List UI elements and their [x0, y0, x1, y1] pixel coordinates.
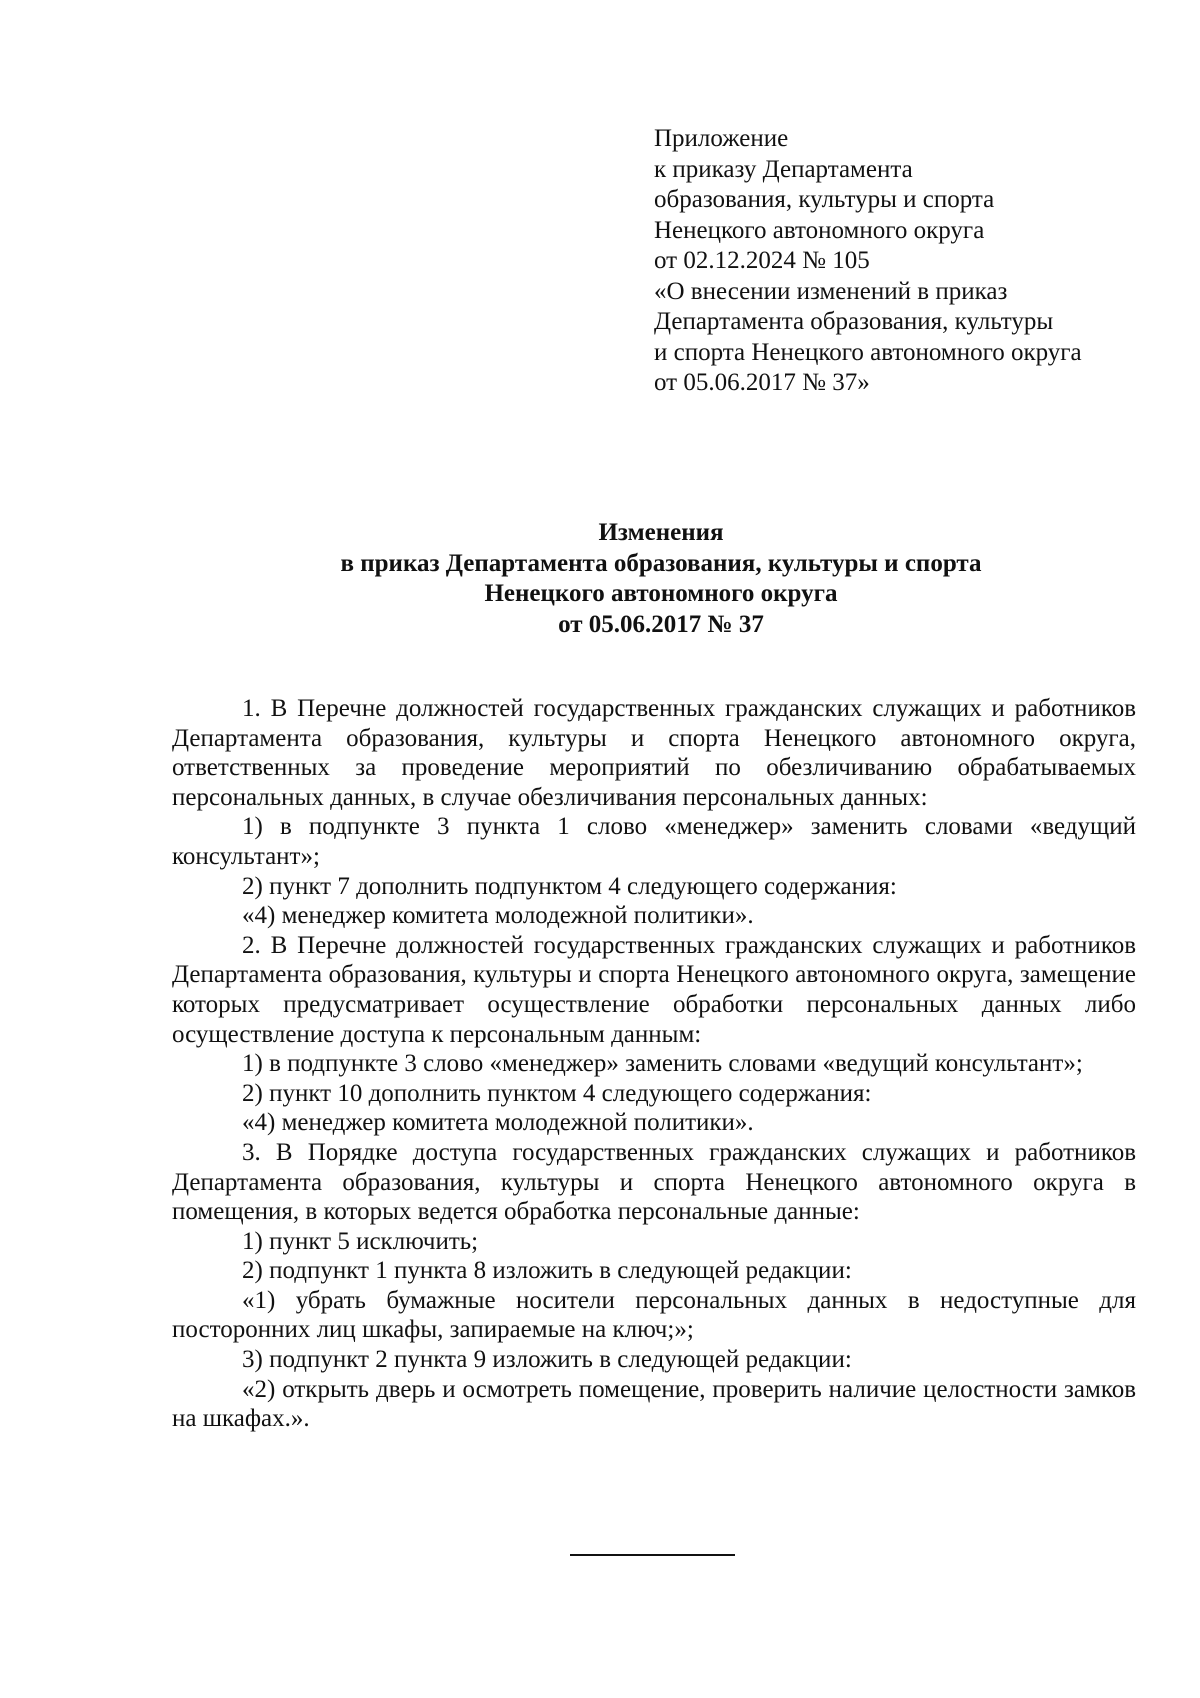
paragraph-item-3: 3. В Порядке доступа государственных гражданских служащих и работников Департамента образования, культуры и спорта Ненецкого автономного округа в помещения, в которых ведется обработка персональные данные:	[172, 1138, 1136, 1226]
appendix-line: Ненецкого автономного округа	[654, 216, 985, 244]
paragraph-subitem: 1) в подпункте 3 пункта 1 слово «менеджер» заменить словами «ведущий консультант»;	[172, 813, 1136, 870]
appendix-header	[654, 124, 1174, 399]
paragraph-subitem: 1) в подпункте 3 слово «менеджер» заменить словами «ведущий консультант»;	[242, 1050, 1083, 1078]
paragraph-subitem: «2) открыть дверь и осмотреть помещение, проверить наличие целостности замков на шкафах.».	[172, 1375, 1136, 1433]
title-line: Изменения	[598, 519, 724, 546]
paragraph-subitem: 2) подпункт 1 пункта 8 изложить в следующей редакции:	[242, 1257, 852, 1285]
title-line: в приказ Департамента образования, культуры и спорта	[340, 549, 982, 577]
paragraph-subitem: 1) пункт 5 исключить;	[242, 1227, 479, 1255]
paragraph-item-2: 2. В Перечне должностей государственных гражданских служащих и работников Департамента образования, культуры и спорта Ненецкого автономного округа, замещение которых предусматривает осуществление обработки персональных данных либо осуществление доступа к персональным данным:	[172, 931, 1136, 1048]
paragraph-subitem: «1) убрать бумажные носители персональных данных в недоступные для посторонних лиц шкафы, запираемые на ключ;»;	[172, 1286, 1136, 1344]
appendix-line: Департамента образования, культуры	[654, 308, 1054, 335]
paragraph-subitem: «4) менеджер комитета молодежной политики».	[242, 902, 754, 930]
paragraph-subitem: 2) пункт 7 дополнить подпунктом 4 следующего содержания:	[242, 872, 897, 900]
title-line: от 05.06.2017 № 37	[558, 610, 764, 638]
appendix-line: образования, культуры и спорта	[654, 186, 995, 213]
paragraph-item-1: 1. В Перечне должностей государственных гражданских служащих и работников Департамента образования, культуры и спорта Ненецкого автономного округа, ответственных за проведение мероприятий по обезличиванию обрабатываемых персональных данных, в случае обезличивания персональных данных:	[172, 695, 1136, 811]
paragraph-subitem: 3) подпункт 2 пункта 9 изложить в следующей редакции:	[242, 1346, 852, 1374]
appendix-line: от 02.12.2024 № 105	[654, 247, 870, 274]
appendix-line: от 05.06.2017 № 37»	[654, 369, 870, 396]
paragraph-subitem: «4) менеджер комитета молодежной политики».	[242, 1109, 754, 1137]
title-line: Ненецкого автономного округа	[484, 580, 838, 607]
document-title	[0, 518, 1200, 640]
paragraph-subitem: 2) пункт 10 дополнить пунктом 4 следующего содержания:	[242, 1079, 872, 1107]
appendix-line: к приказу Департамента	[654, 155, 913, 183]
appendix-line: Приложение	[654, 125, 789, 152]
end-divider-line	[570, 1554, 735, 1556]
document-body	[172, 694, 1136, 1434]
appendix-line: «О внесении изменений в приказ	[654, 277, 1008, 305]
appendix-line: и спорта Ненецкого автономного округа	[654, 338, 1082, 366]
